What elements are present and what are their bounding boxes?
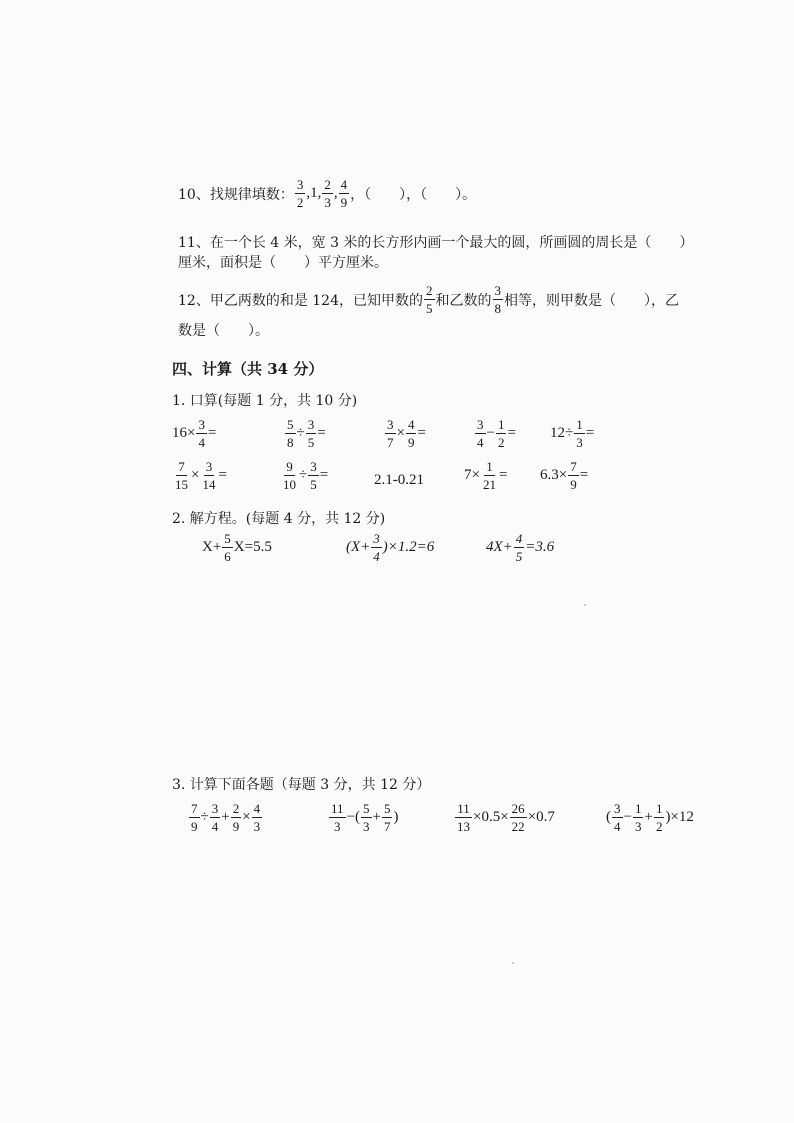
oral-item: 6.3× $\frac{7}{9}$ = xyxy=(540,459,589,492)
oral-item: $\frac{5}{8}$ ÷ $\frac{3}{5}$ = xyxy=(287,417,326,450)
question-11-line2: 厘米，面积是（ ）平方厘米。 xyxy=(178,255,388,271)
question-11-line1: 11、在一个长 4 米，宽 3 米的长方形内画一个最大的圆，所画圆的周长是（ ） xyxy=(178,235,694,251)
equation-title: 2. 解方程。(每题 4 分，共 12 分) xyxy=(172,511,386,527)
q10-tail: ，（ ），（ ）。 xyxy=(350,186,477,203)
fraction: $\frac{2}{3}$ xyxy=(324,177,331,210)
oral-item: 16× $\frac{3}{4}$ = xyxy=(172,417,217,450)
scan-speck xyxy=(584,604,586,606)
oral-item: $\frac{3}{4}$ − $\frac{1}{2}$ = xyxy=(477,417,516,450)
q10-text: 10、找规律填数： xyxy=(178,186,294,203)
oral-title: 1. 口算(每题 1 分，共 10 分) xyxy=(172,393,358,409)
calc-4: ( $\frac{3}{4}$ − $\frac{1}{3}$ + $\frac{1}{2}$ )×12 xyxy=(606,801,694,834)
section-title: 四、计算（共 34 分） xyxy=(172,360,324,378)
oral-item: $\frac{9}{10}$ ÷ $\frac{3}{5}$ = xyxy=(283,459,329,492)
equation-3: 4X+ $\frac{4}{5}$ =3.6 xyxy=(486,531,555,564)
fraction: $\frac{3}{8}$ xyxy=(494,283,501,316)
fraction: $\frac{3}{2}$ xyxy=(296,177,304,210)
calc-title: 3. 计算下面各题（每题 3 分，共 12 分） xyxy=(172,777,431,793)
question-12-line2: 数是（ ）。 xyxy=(178,323,269,339)
fraction: $\frac{2}{5}$ xyxy=(426,283,433,316)
oral-item: 12÷ $\frac{1}{3}$ = xyxy=(550,417,595,450)
oral-item: $\frac{7}{15}$ × $\frac{3}{14}$ = xyxy=(175,459,227,492)
question-10: 10、找规律填数： $\frac{3}{2}$ ,1, $\frac{2}{3}$ , $\frac{4}{9}$ ，（ ），（ ）。 xyxy=(178,177,477,210)
calc-2: $\frac{11}{3}$ −( $\frac{5}{3}$ + $\frac{5}{7}$ ) xyxy=(331,801,399,834)
scan-speck xyxy=(512,962,514,964)
oral-item: 2.1-0.21 xyxy=(374,472,424,488)
fraction: $\frac{4}{9}$ xyxy=(340,177,348,210)
question-12: 12、甲乙两数的和是 124，已知甲数的 $\frac{2}{5}$ 和乙数的 $\frac{3}{8}$ 相等，则甲数是（ ），乙 xyxy=(178,283,679,316)
calc-1: $\frac{7}{9}$ ÷ $\frac{3}{4}$ + $\frac{2}{9}$ × $\frac{4}{3}$ xyxy=(191,801,261,834)
oral-item: 7× $\frac{1}{21}$ = xyxy=(464,459,508,492)
equation-2: (X+ $\frac{3}{4}$ )×1.2=6 xyxy=(346,531,435,564)
oral-item: $\frac{3}{7}$ × $\frac{4}{9}$ = xyxy=(387,417,426,450)
calc-3: $\frac{11}{13}$ ×0.5× $\frac{26}{22}$ ×0.7 xyxy=(457,801,555,834)
equation-1: X+ $\frac{5}{6}$ X=5.5 xyxy=(202,531,272,564)
